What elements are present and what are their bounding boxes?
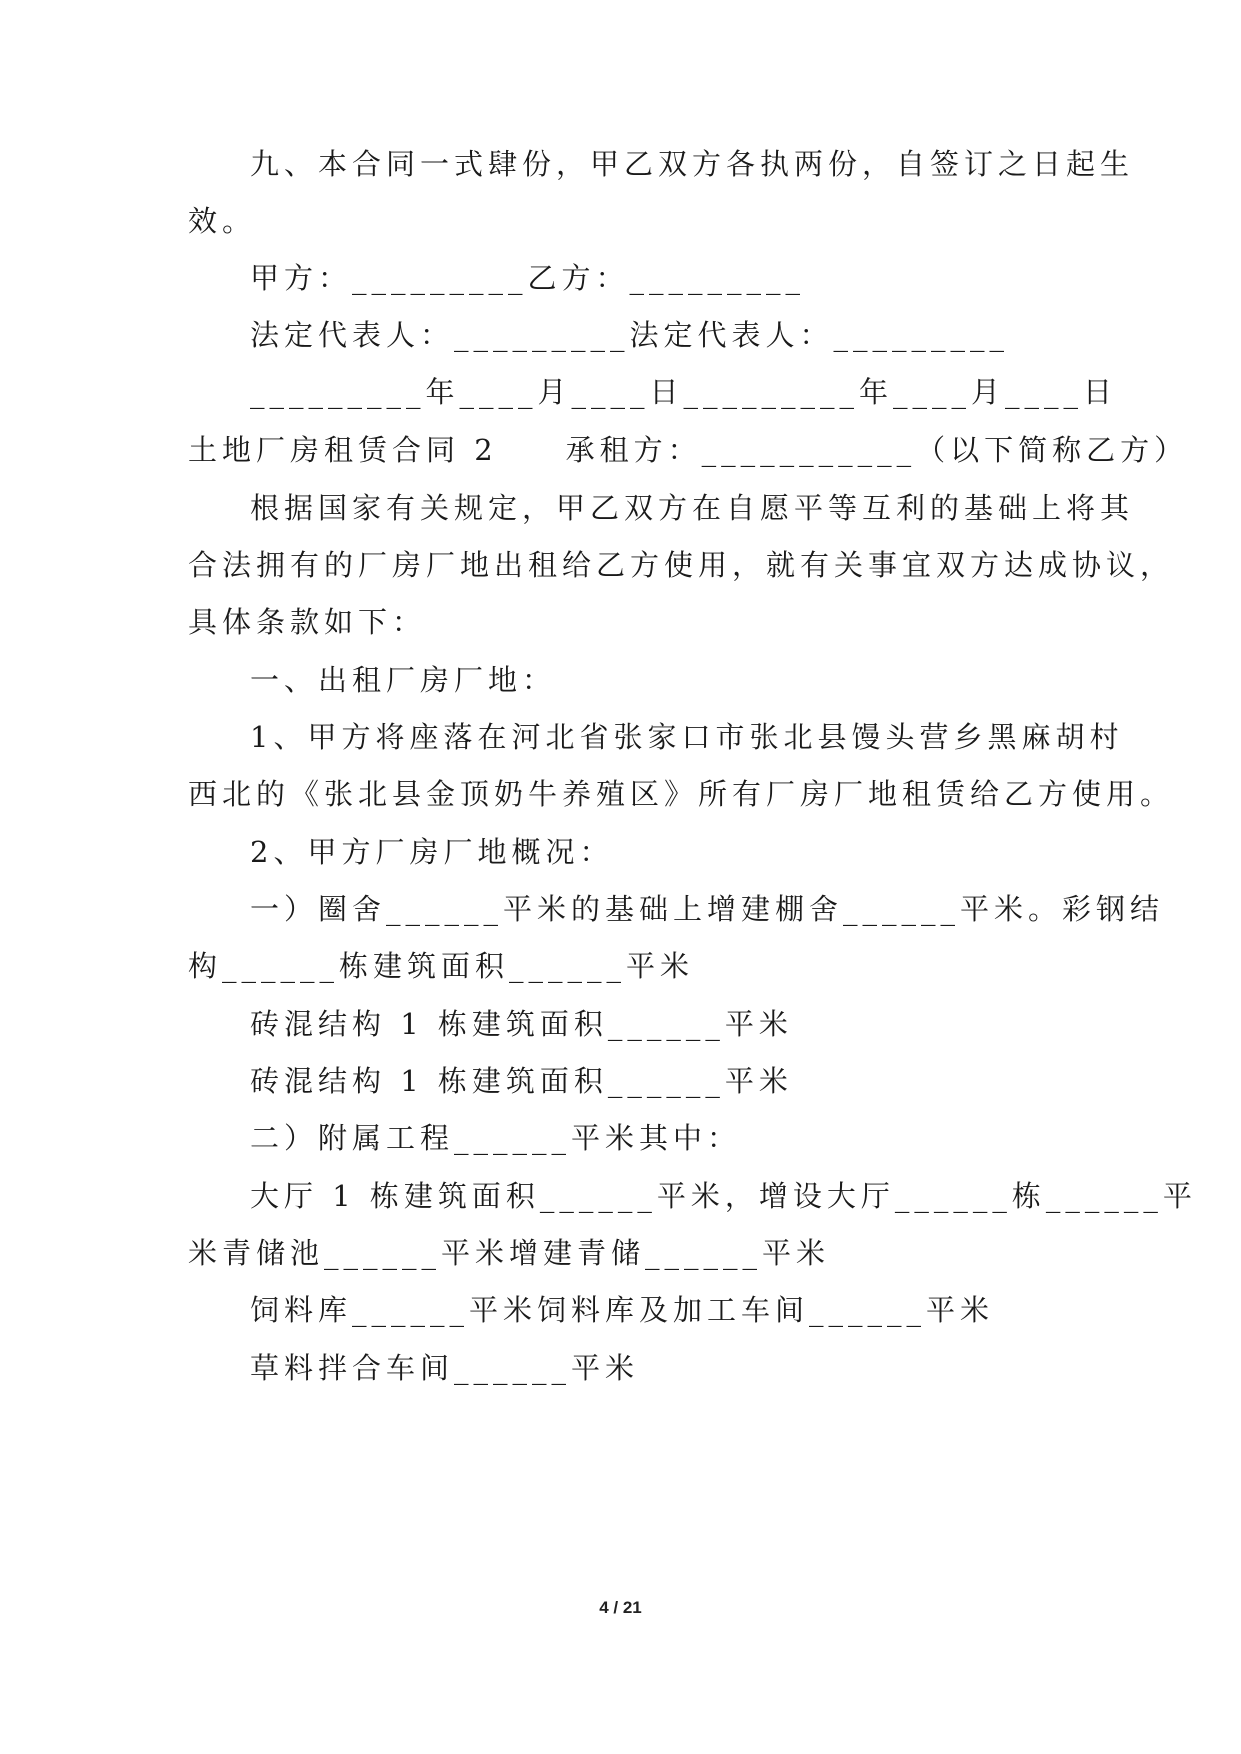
legal-representatives: 法定代表人：_________法定代表人：_________ [250, 318, 1010, 352]
hall-line-1: 大厅 1 栋建筑面积______平米，增设大厅______栋______平 [250, 1179, 1197, 1213]
page-number: 4 / 21 [599, 1598, 642, 1617]
preamble-line-2: 合法拥有的厂房厂地出租给乙方使用，就有关事宜双方达成协议， [188, 548, 1175, 582]
item-1-line-1: 1、甲方将座落在河北省张家口市张北县馒头营乡黑麻胡村 [250, 720, 1124, 754]
sub-2-heading: 二）附属工程______平米其中： [250, 1121, 742, 1155]
item-2-heading: 2、甲方厂房厂地概况： [250, 835, 614, 869]
feed-storage-line: 饲料库______平米饲料库及加工车间______平米 [250, 1293, 995, 1327]
preamble-line-3: 具体条款如下： [188, 605, 427, 639]
signing-dates: _________年____月____日_________年____月____日 [250, 375, 1118, 409]
preamble-line-1: 根据国家有关规定，甲乙双方在自愿平等互利的基础上将其 [250, 491, 1135, 525]
sub-1-line-1: 一）圈舍______平米的基础上增建棚舍______平米。彩钢结 [250, 892, 1165, 926]
section-1-heading: 一、出租厂房厂地： [250, 663, 557, 697]
clause-9-line-1: 九、本合同一式肆份，甲乙双方各执两份，自签订之日起生 [250, 147, 1135, 181]
mixing-workshop-line: 草料拌合车间______平米 [250, 1351, 640, 1385]
brick-structure-line-2: 砖混结构 1 栋建筑面积______平米 [250, 1064, 793, 1098]
sub-1-line-2: 构______栋建筑面积______平米 [188, 949, 695, 983]
item-1-line-2: 西北的《张北县金顶奶牛养殖区》所有厂房厂地租赁给乙方使用。 [188, 777, 1175, 811]
hall-line-2: 米青储池______平米增建青储______平米 [188, 1236, 831, 1270]
clause-9-line-2: 效。 [188, 204, 257, 238]
brick-structure-line-1: 砖混结构 1 栋建筑面积______平米 [250, 1007, 793, 1041]
contract-2-heading: 土地厂房租赁合同 2 承租方：___________（以下简称乙方） [188, 433, 1189, 467]
party-signatures: 甲方：_________乙方：_________ [250, 261, 806, 295]
